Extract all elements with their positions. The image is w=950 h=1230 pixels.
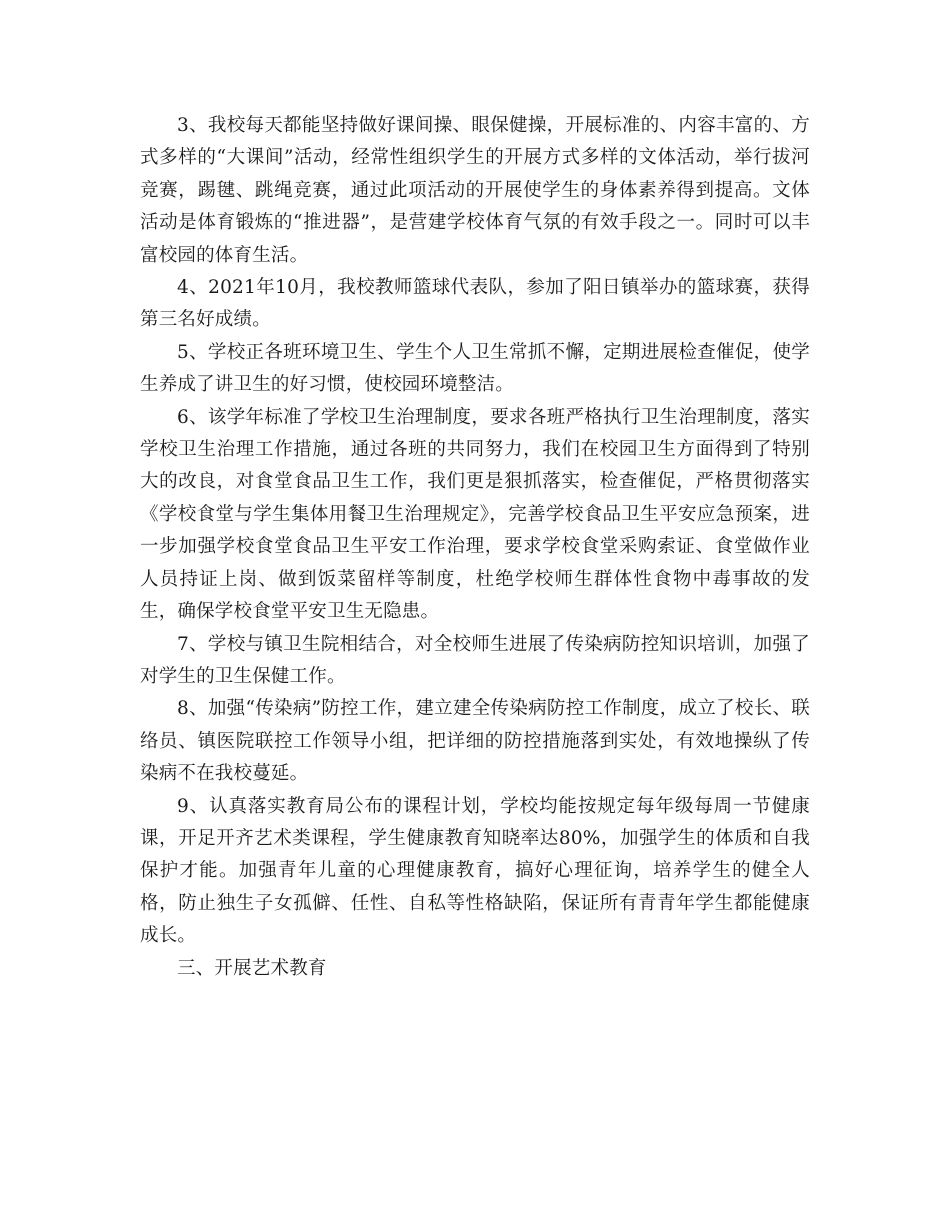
paragraph-item-8: 8、加强“传染病”防控工作，建立建全传染病防控工作制度，成立了校长、联络员、镇医院联控工作领导小组，把详细的防控措施落到实处，有效地操纵了传染病不在我校蔓延。: [140, 698, 810, 785]
section-heading: 三、开展艺术教育: [177, 957, 327, 979]
paragraph-item-6: 6、该学年标准了学校卫生治理制度，要求各班严格执行卫生治理制度，落实学校卫生治理工作措施，通过各班的共同努力，我们在校园卫生方面得到了特别大的改良，对食堂食品卫生工作，我们更是狠抓落实，检查催促，严格贯彻落实《学校食堂与学生集体用餐卫生治理规定》，完善学校食品卫生平安应急预案，进一步加强学校食堂食品卫生平安工作治理，要求学校食堂采购索证、食堂做作业人员持证上岗、做到饭菜留样等制度，杜绝学校师生群体性食物中毒事故的发生，确保学校食堂平安卫生无隐患。: [140, 406, 810, 623]
document-body: [140, 110, 810, 985]
paragraph-item-3: 3、我校每天都能坚持做好课间操、眼保健操，开展标准的、内容丰富的、方式多样的“大课间”活动，经常性组织学生的开展方式多样的文体活动，举行拔河竞赛，踢毽、跳绳竞赛，通过此项活动的开展使学生的身体素养得到提高。文体活动是体育锻炼的“推进器”，是营建学校体育气氛的有效手段之一。同时可以丰富校园的体育生活。: [140, 115, 810, 266]
paragraph-item-7: 7、学校与镇卫生院相结合，对全校师生进展了传染病防控知识培训，加强了对学生的卫生保健工作。: [140, 633, 810, 687]
paragraph-item-9: 9、认真落实教育局公布的课程计划，学校均能按规定每年级每周一节健康课，开足开齐艺术类课程，学生健康教育知晓率达80%，加强学生的体质和自我保护才能。加强青年儿童的心理健康教育，搞好心理征询，培养学生的健全人格，防止独生子女孤僻、任性、自私等性格缺陷，保证所有青青年学生都能健康成长。: [140, 795, 810, 947]
paragraph-item-5: 5、学校正各班环境卫生、学生个人卫生常抓不懈，定期进展检查催促，使学生养成了讲卫生的好习惯，使校园环境整洁。: [140, 341, 810, 396]
paragraph-item-4: 4、2021年10月，我校教师篮球代表队，参加了阳日镇举办的篮球赛，获得第三名好成绩。: [140, 277, 810, 331]
